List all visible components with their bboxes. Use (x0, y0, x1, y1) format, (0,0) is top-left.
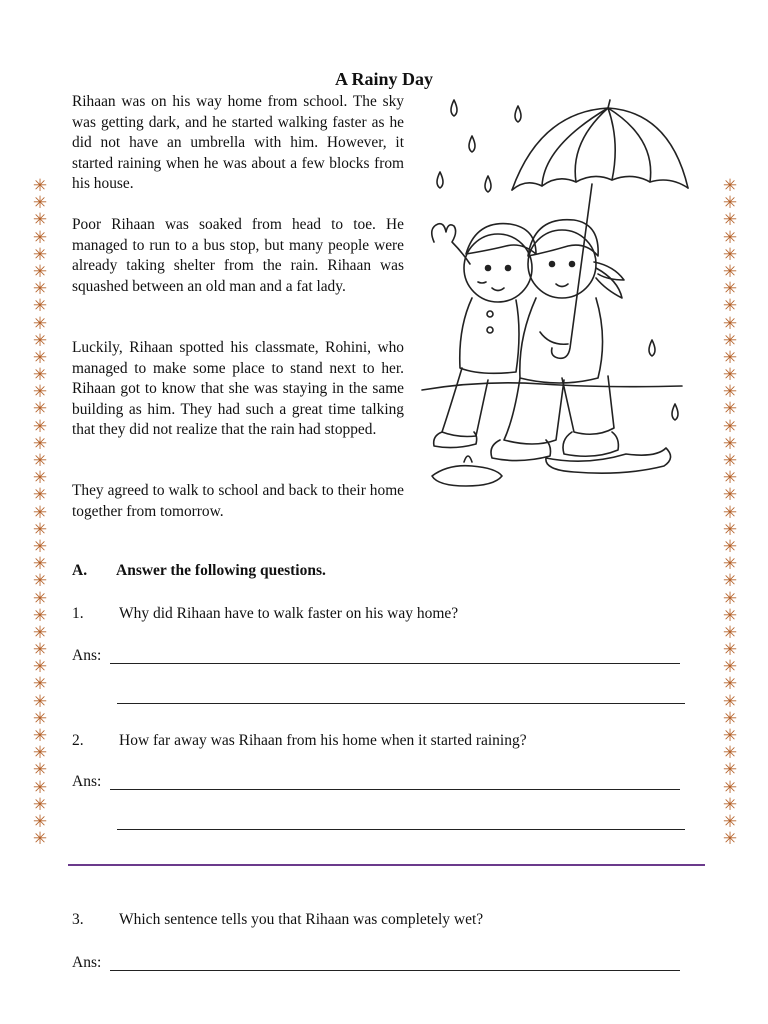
asterisk-star-icon: ✳ (32, 468, 48, 489)
page-divider (68, 864, 705, 866)
answer-label: Ans: (72, 647, 102, 664)
answer-2-line-1[interactable] (110, 789, 680, 790)
girl-figure (491, 220, 624, 461)
asterisk-star-icon: ✳ (32, 657, 48, 678)
asterisk-star-icon: ✳ (722, 416, 738, 437)
asterisk-star-icon: ✳ (722, 794, 738, 815)
asterisk-star-icon: ✳ (722, 502, 738, 523)
asterisk-star-icon: ✳ (32, 347, 48, 368)
asterisk-star-icon: ✳ (32, 605, 48, 626)
asterisk-star-icon: ✳ (32, 193, 48, 214)
asterisk-star-icon: ✳ (32, 743, 48, 764)
asterisk-star-icon: ✳ (32, 674, 48, 695)
asterisk-star-icon: ✳ (32, 227, 48, 248)
question-3 (72, 910, 483, 930)
asterisk-star-icon: ✳ (722, 536, 738, 557)
asterisk-star-icon: ✳ (722, 176, 738, 196)
asterisk-star-icon: ✳ (32, 330, 48, 351)
asterisk-star-icon: ✳ (722, 193, 738, 214)
asterisk-star-icon: ✳ (722, 279, 738, 300)
asterisk-star-icon: ✳ (722, 811, 738, 832)
asterisk-star-icon: ✳ (722, 296, 738, 317)
asterisk-star-icon: ✳ (722, 674, 738, 695)
answer-3-label (72, 953, 101, 973)
asterisk-star-icon: ✳ (722, 451, 738, 471)
asterisk-star-icon: ✳ (32, 279, 48, 300)
asterisk-star-icon: ✳ (722, 330, 738, 351)
answer-label: Ans: (72, 954, 102, 971)
asterisk-star-icon: ✳ (722, 829, 738, 850)
question-number: 2. (72, 732, 84, 749)
asterisk-star-icon: ✳ (722, 708, 738, 729)
asterisk-star-icon: ✳ (722, 244, 738, 265)
asterisk-star-icon: ✳ (32, 554, 48, 575)
asterisk-star-icon: ✳ (32, 296, 48, 317)
asterisk-star-icon: ✳ (32, 811, 48, 832)
umbrella-icon (512, 100, 688, 358)
worksheet-title: A Rainy Day (334, 69, 433, 89)
asterisk-star-icon: ✳ (32, 210, 48, 231)
decorative-border-left (31, 178, 49, 848)
question-number: 3. (72, 911, 84, 928)
section-letter: A. (72, 562, 88, 579)
asterisk-star-icon: ✳ (32, 794, 48, 815)
asterisk-star-icon: ✳ (32, 777, 48, 798)
asterisk-star-icon: ✳ (722, 399, 738, 420)
puddle (422, 383, 682, 486)
question-1 (72, 604, 458, 624)
asterisk-star-icon: ✳ (32, 829, 48, 850)
asterisk-star-icon: ✳ (32, 536, 48, 557)
asterisk-star-icon: ✳ (722, 468, 738, 489)
asterisk-star-icon: ✳ (32, 691, 48, 712)
asterisk-star-icon: ✳ (32, 622, 48, 643)
asterisk-star-icon: ✳ (32, 519, 48, 540)
asterisk-star-icon: ✳ (722, 347, 738, 368)
answer-1-label (72, 646, 101, 666)
asterisk-star-icon: ✳ (32, 502, 48, 523)
story-paragraph-4: They agreed to walk to school and back to their home together from tomorrow. (72, 482, 404, 520)
question-text: How far away was Rihaan from his home when it started raining? (119, 732, 527, 749)
asterisk-star-icon: ✳ (32, 399, 48, 420)
question-text: Why did Rihaan have to walk faster on his way home? (119, 605, 459, 622)
section-heading (72, 562, 326, 580)
asterisk-star-icon: ✳ (722, 261, 738, 282)
asterisk-star-icon: ✳ (722, 313, 738, 334)
asterisk-star-icon: ✳ (32, 433, 48, 454)
asterisk-star-icon: ✳ (32, 451, 48, 471)
answer-1-line-2[interactable] (117, 703, 685, 704)
asterisk-star-icon: ✳ (32, 485, 48, 506)
asterisk-star-icon: ✳ (722, 640, 738, 661)
asterisk-star-icon: ✳ (722, 777, 738, 798)
asterisk-star-icon: ✳ (722, 588, 738, 609)
asterisk-star-icon: ✳ (722, 743, 738, 764)
asterisk-star-icon: ✳ (32, 176, 48, 196)
question-number: 1. (72, 605, 84, 622)
answer-2-label (72, 772, 101, 792)
asterisk-star-icon: ✳ (32, 708, 48, 729)
asterisk-star-icon: ✳ (722, 382, 738, 403)
asterisk-star-icon: ✳ (722, 519, 738, 540)
asterisk-star-icon: ✳ (32, 726, 48, 746)
story-paragraph-3: Luckily, Rihaan spotted his classmate, Rohini, who managed to make some place to stand next to her. Rihaan got to know that she was staying in the same building as him. They had such a great time talking that they did not realize that the rain had stopped. (72, 339, 404, 438)
question-text: Which sentence tells you that Rihaan was completely wet? (119, 911, 484, 928)
asterisk-star-icon: ✳ (722, 554, 738, 575)
asterisk-star-icon: ✳ (722, 605, 738, 626)
asterisk-star-icon: ✳ (722, 571, 738, 592)
asterisk-star-icon: ✳ (32, 261, 48, 282)
answer-label: Ans: (72, 773, 102, 790)
question-2 (72, 731, 527, 751)
asterisk-star-icon: ✳ (32, 244, 48, 265)
story-paragraph-2: Poor Rihaan was soaked from head to toe. He managed to run to a bus stop, but many people were already taking shelter from the rain. Rihaan was squashed between an old man and a fat lady. (72, 216, 404, 295)
asterisk-star-icon: ✳ (32, 416, 48, 437)
section-heading-text: Answer the following questions. (116, 562, 326, 579)
asterisk-star-icon: ✳ (722, 726, 738, 746)
answer-1-line-1[interactable] (110, 663, 680, 664)
asterisk-star-icon: ✳ (32, 760, 48, 781)
asterisk-star-icon: ✳ (722, 760, 738, 781)
asterisk-star-icon: ✳ (32, 571, 48, 592)
asterisk-star-icon: ✳ (722, 210, 738, 231)
decorative-border-right (721, 178, 739, 848)
rain-umbrella-illustration (420, 92, 700, 502)
asterisk-star-icon: ✳ (722, 691, 738, 712)
asterisk-star-icon: ✳ (722, 622, 738, 643)
answer-3-line-1[interactable] (110, 970, 680, 971)
asterisk-star-icon: ✳ (32, 313, 48, 334)
asterisk-star-icon: ✳ (32, 382, 48, 403)
asterisk-star-icon: ✳ (722, 433, 738, 454)
asterisk-star-icon: ✳ (32, 640, 48, 661)
asterisk-star-icon: ✳ (32, 365, 48, 386)
boy-figure (432, 224, 536, 448)
story-paragraph-1: Rihaan was on his way home from school. The sky was getting dark, and he started walking faster as he did not have an umbrella with him. However, it started raining when he was about a few blocks from his house. (72, 93, 404, 192)
asterisk-star-icon: ✳ (722, 365, 738, 386)
asterisk-star-icon: ✳ (722, 485, 738, 506)
asterisk-star-icon: ✳ (722, 227, 738, 248)
answer-2-line-2[interactable] (117, 829, 685, 830)
asterisk-star-icon: ✳ (722, 657, 738, 678)
asterisk-star-icon: ✳ (32, 588, 48, 609)
